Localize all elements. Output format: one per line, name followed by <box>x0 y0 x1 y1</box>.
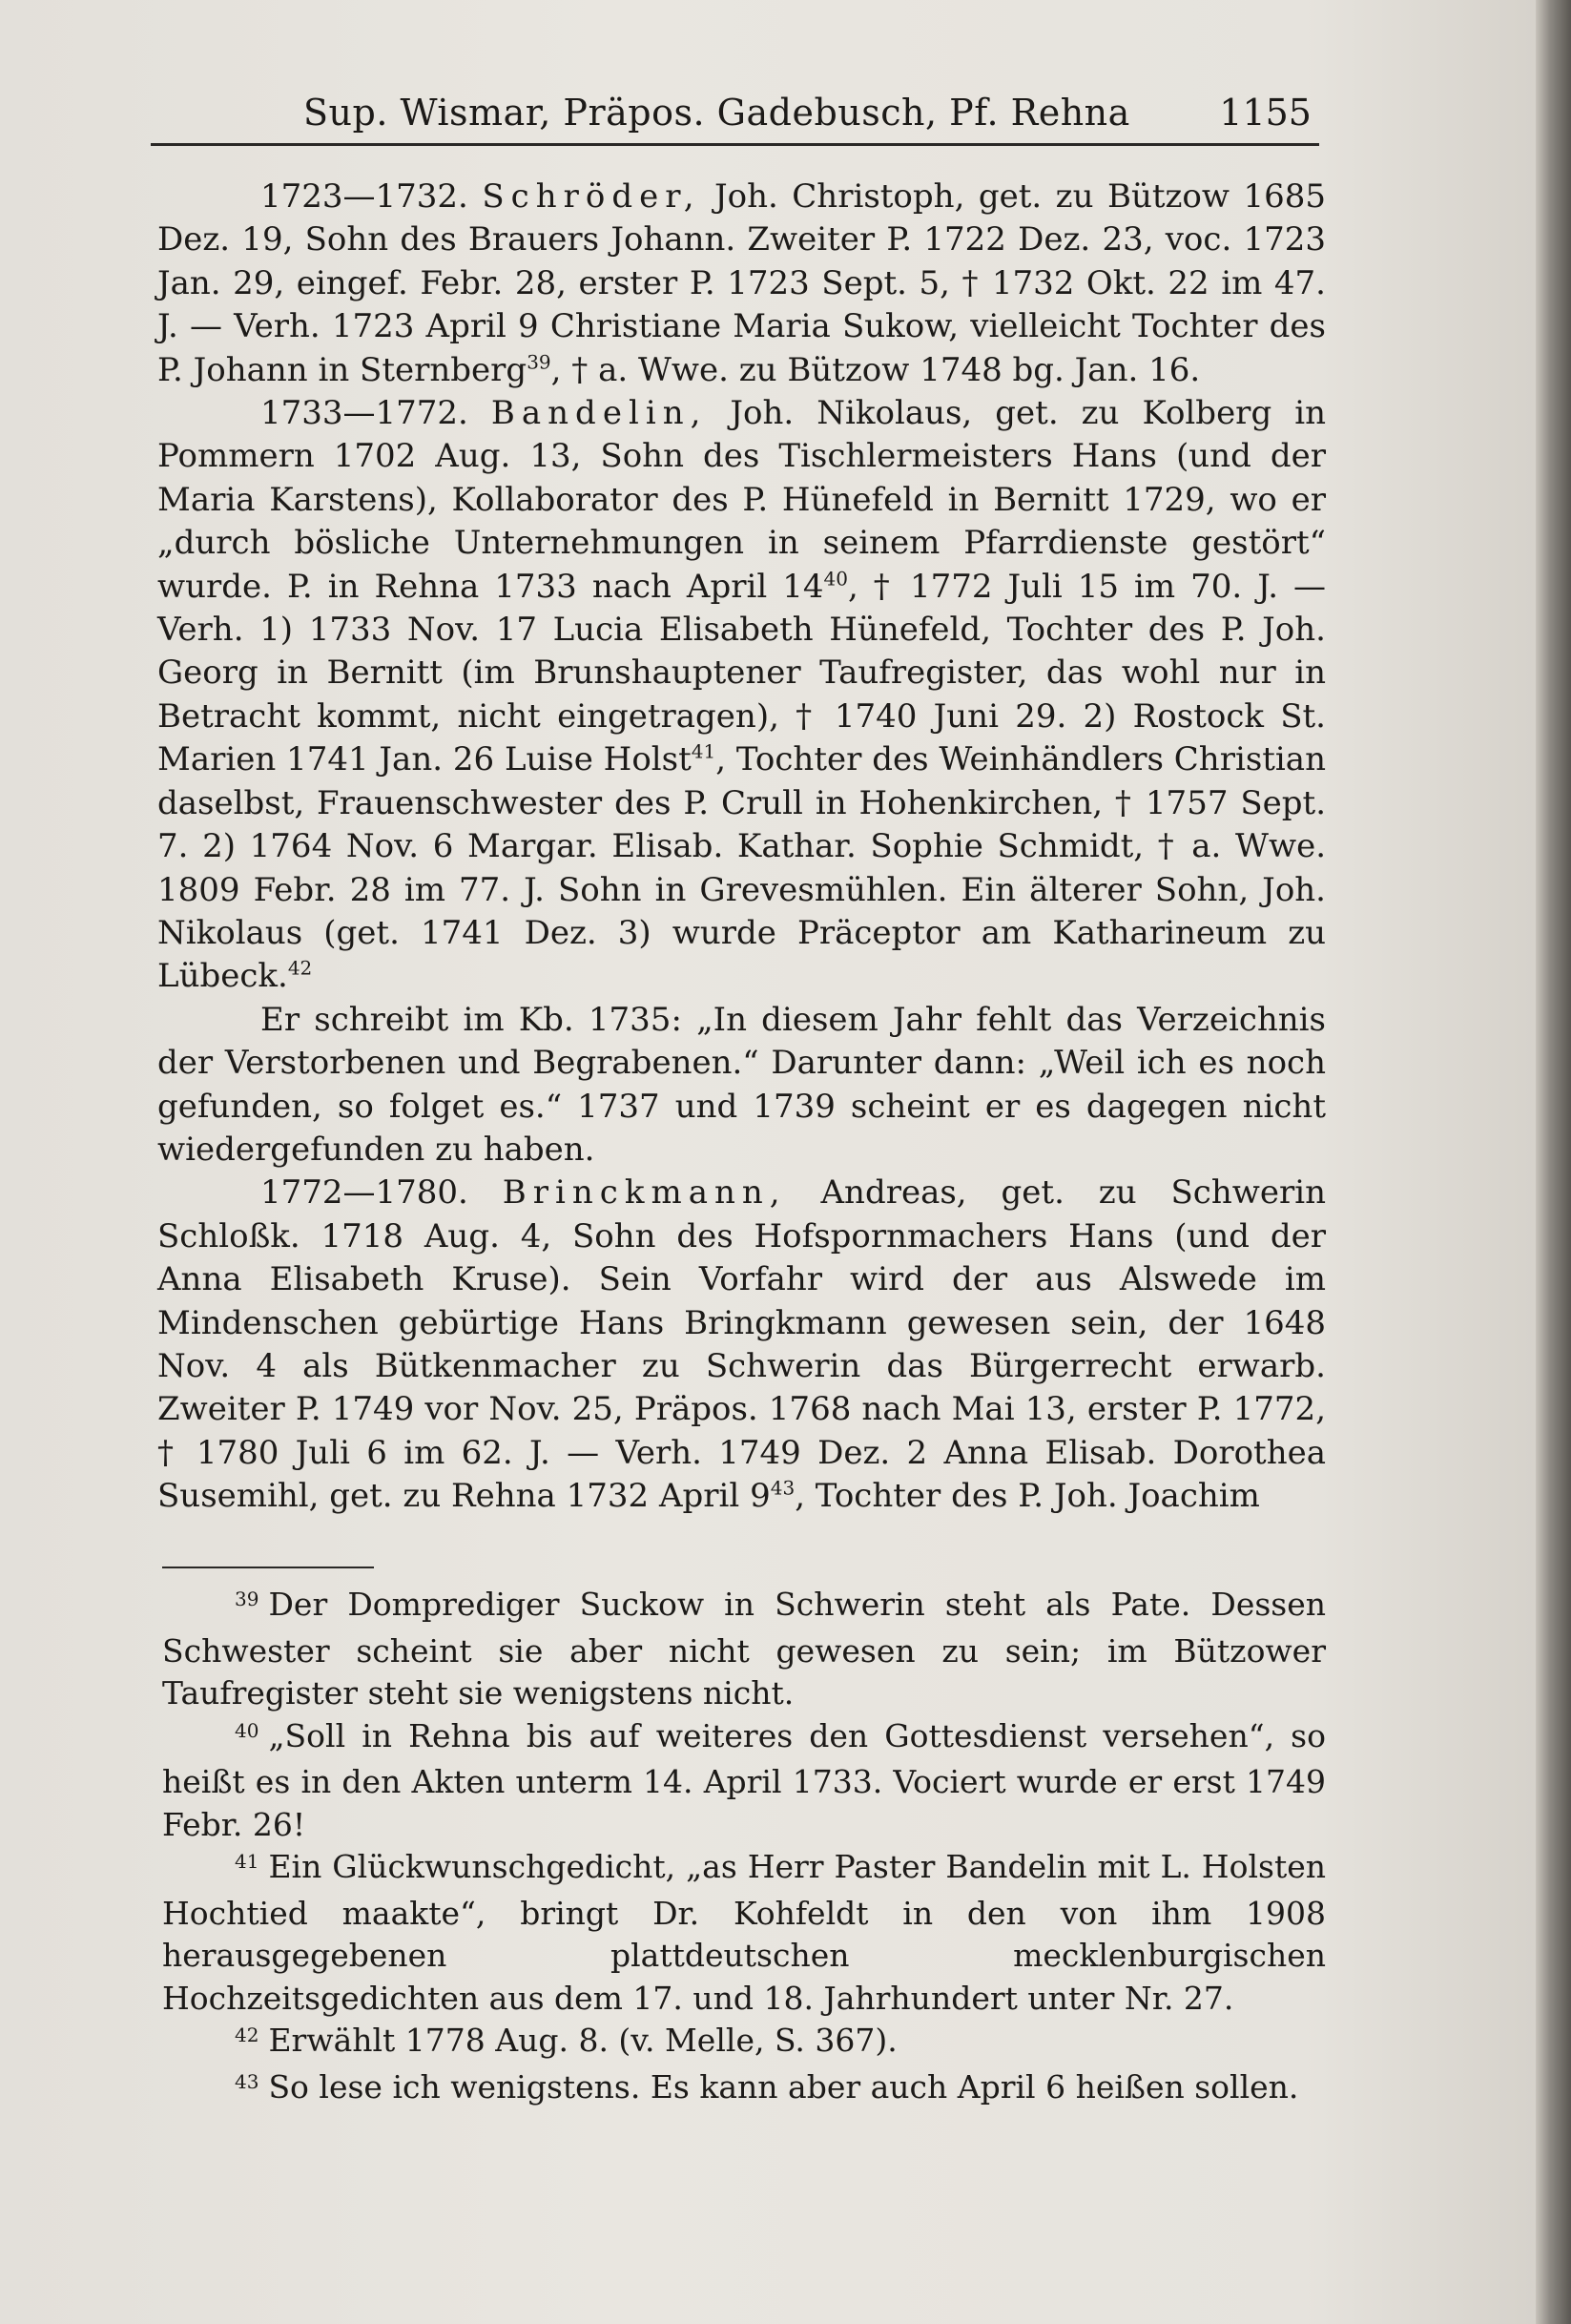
footnote-39 <box>162 1584 1326 1715</box>
footnote-text: „Soll in Rehna bis auf weiteres den Gottesdienst versehen“, so heißt es in den Akten unterm 14. April 1733. Vociert wurde er erst 1749 Febr. 26! <box>162 1716 1326 1843</box>
entry-brinckmann <box>157 1172 1326 1518</box>
footnote-ref: 40 <box>823 567 848 591</box>
footnote-41 <box>162 1846 1326 2020</box>
entry-bandelin-continuation: Er schreibt im Kb. 1735: „In diesem Jahr fehlt das Verzeichnis der Verstorbenen und Begrabenen.“ Darunter dann: „Weil ich es noch gefunden, so folget es.“ 1737 und 1739 scheint er es dagegen nicht wiedergefunden zu haben. <box>157 1000 1326 1169</box>
footnote-divider <box>162 1567 374 1568</box>
footnotes <box>162 1584 1326 2112</box>
entry-text: Joh. Nikolaus, get. zu Kolberg in Pommern 1702 Aug. 13, Sohn des Tischlermeisters Hans (und der Maria Karstens), Kollaborator des P. Hünefeld in Bernitt 1729, wo er „durch bösliche Unternehmungen in seinem Pfarrdienste gestört“ wurde. P. in Rehna 1733 nach April 14 <box>157 394 1326 606</box>
footnote-43 <box>162 2066 1326 2113</box>
entry-text: Joh. Christoph, get. zu Bützow 1685 Dez. 19, Sohn des Brauers Johann. Zweiter P. 1722 Dez. 23, voc. 1723 Jan. 29, eingef. Febr. 28, erster P. 1723 Sept. 5, † 1732 Okt. 22 im 47. J. — Verh. 1723 April 9 Christiane Maria Sukow, vielleicht Tochter des P. Johann in Sternberg <box>157 177 1327 389</box>
entry-text-middle: , † 1772 Juli 15 im 70. J. — Verh. 1) 1733 Nov. 17 Lucia Elisabeth Hünefeld, Tochter des P. Joh. Georg in Bernitt (im Brunshauptener Taufregister, das wohl nur in Betracht kommt, nicht eingetragen), † 1740 Juni 29. 2) Rostock St. Marien 1741 Jan. 26 Luise Holst <box>157 567 1327 779</box>
footnote-ref: 42 <box>287 956 313 980</box>
entry-text-after: , Tochter des Weinhändlers Christian daselbst, Frauenschwester des P. Crull in Hohenkirchen, † 1757 Sept. 7. 2) 1764 Nov. 6 Margar. Elisab. Kathar. Sophie Schmidt, † a. Wwe. 1809 Febr. 28 im 77. J. Sohn in Grevesmühlen. Ein älterer Sohn, Joh. Nikolaus (get. 1741 Dez. 3) wurde Präceptor am Katharineum zu Lübeck. <box>157 740 1326 996</box>
footnote-text: Erwählt 1778 Aug. 8. (v. Melle, S. 367). <box>268 2022 898 2059</box>
entry-text: Andreas, get. zu Schwerin Schloßk. 1718 Aug. 4, Sohn des Hofspornmachers Hans (und der Anna Elisabeth Kruse). Sein Vorfahr wird der aus Alswede im Mindenschen gebürtige Hans Bringkmann gewesen sein, der 1648 Nov. 4 als Bütkenmacher zu Schwerin das Bürgerrecht erwarb. Zweiter P. 1749 vor Nov. 25, Präpos. 1768 nach Mai 13, erster P. 1772, † 1780 Juli 6 im 62. J. — Verh. 1749 Dez. 2 Anna Elisab. Dorothea Susemihl, get. zu Rehna 1732 April 9 <box>157 1173 1326 1516</box>
footnote-number: 39 <box>235 1587 259 1610</box>
footnote-ref: 43 <box>770 1476 796 1500</box>
page-header <box>151 88 1319 146</box>
entry-years: 1733—1772. <box>260 394 468 433</box>
footnote-42 <box>162 2020 1326 2066</box>
entry-years: 1723—1732. <box>260 177 468 216</box>
entry-years: 1772—1780. <box>260 1173 468 1213</box>
entry-name: Bandelin, <box>490 394 708 433</box>
footnote-text: So lese ich wenigstens. Es kann aber auch April 6 heißen sollen. <box>268 2067 1299 2106</box>
footnote-number: 43 <box>235 2069 259 2093</box>
entry-name: Brinckmann, <box>502 1173 787 1213</box>
entry-name: Schröder, <box>482 177 701 216</box>
running-head: Sup. Wismar, Präpos. Gadebusch, Pf. Rehna <box>303 92 1130 134</box>
footnote-ref: 39 <box>527 350 551 374</box>
main-text <box>157 176 1326 1519</box>
entry-text-after: , Tochter des P. Joh. Joachim <box>795 1477 1260 1516</box>
footnote-number: 42 <box>235 2023 259 2046</box>
footnote-40 <box>162 1715 1326 1847</box>
footnote-text: Der Domprediger Suckow in Schwerin steht als Pate. Dessen Schwester scheint sie aber nicht gewesen zu sein; im Bützower Taufregister steht sie wenigstens nicht. <box>162 1586 1326 1712</box>
entry-text-after: , † a. Wwe. zu Bützow 1748 bg. Jan. 16. <box>550 350 1201 389</box>
footnote-ref: 41 <box>691 739 716 763</box>
footnote-number: 41 <box>235 1850 259 1873</box>
book-spine-shadow <box>1536 0 1571 2324</box>
entry-bandelin <box>157 392 1326 999</box>
footnote-text: Ein Glückwunschgedicht, „as Herr Paster Bandelin mit L. Holsten Hochtied maakte“, bringt Dr. Kohfeldt in den von ihm 1908 herausgegebenen plattdeutschen mecklenburgischen Hochzeitsgedichten aus dem 17. und 18. Jahrhundert unter Nr. 27. <box>162 1848 1326 2017</box>
entry-schroeder <box>157 176 1326 392</box>
page-number: 1155 <box>1219 92 1312 134</box>
footnote-number: 40 <box>235 1718 259 1742</box>
